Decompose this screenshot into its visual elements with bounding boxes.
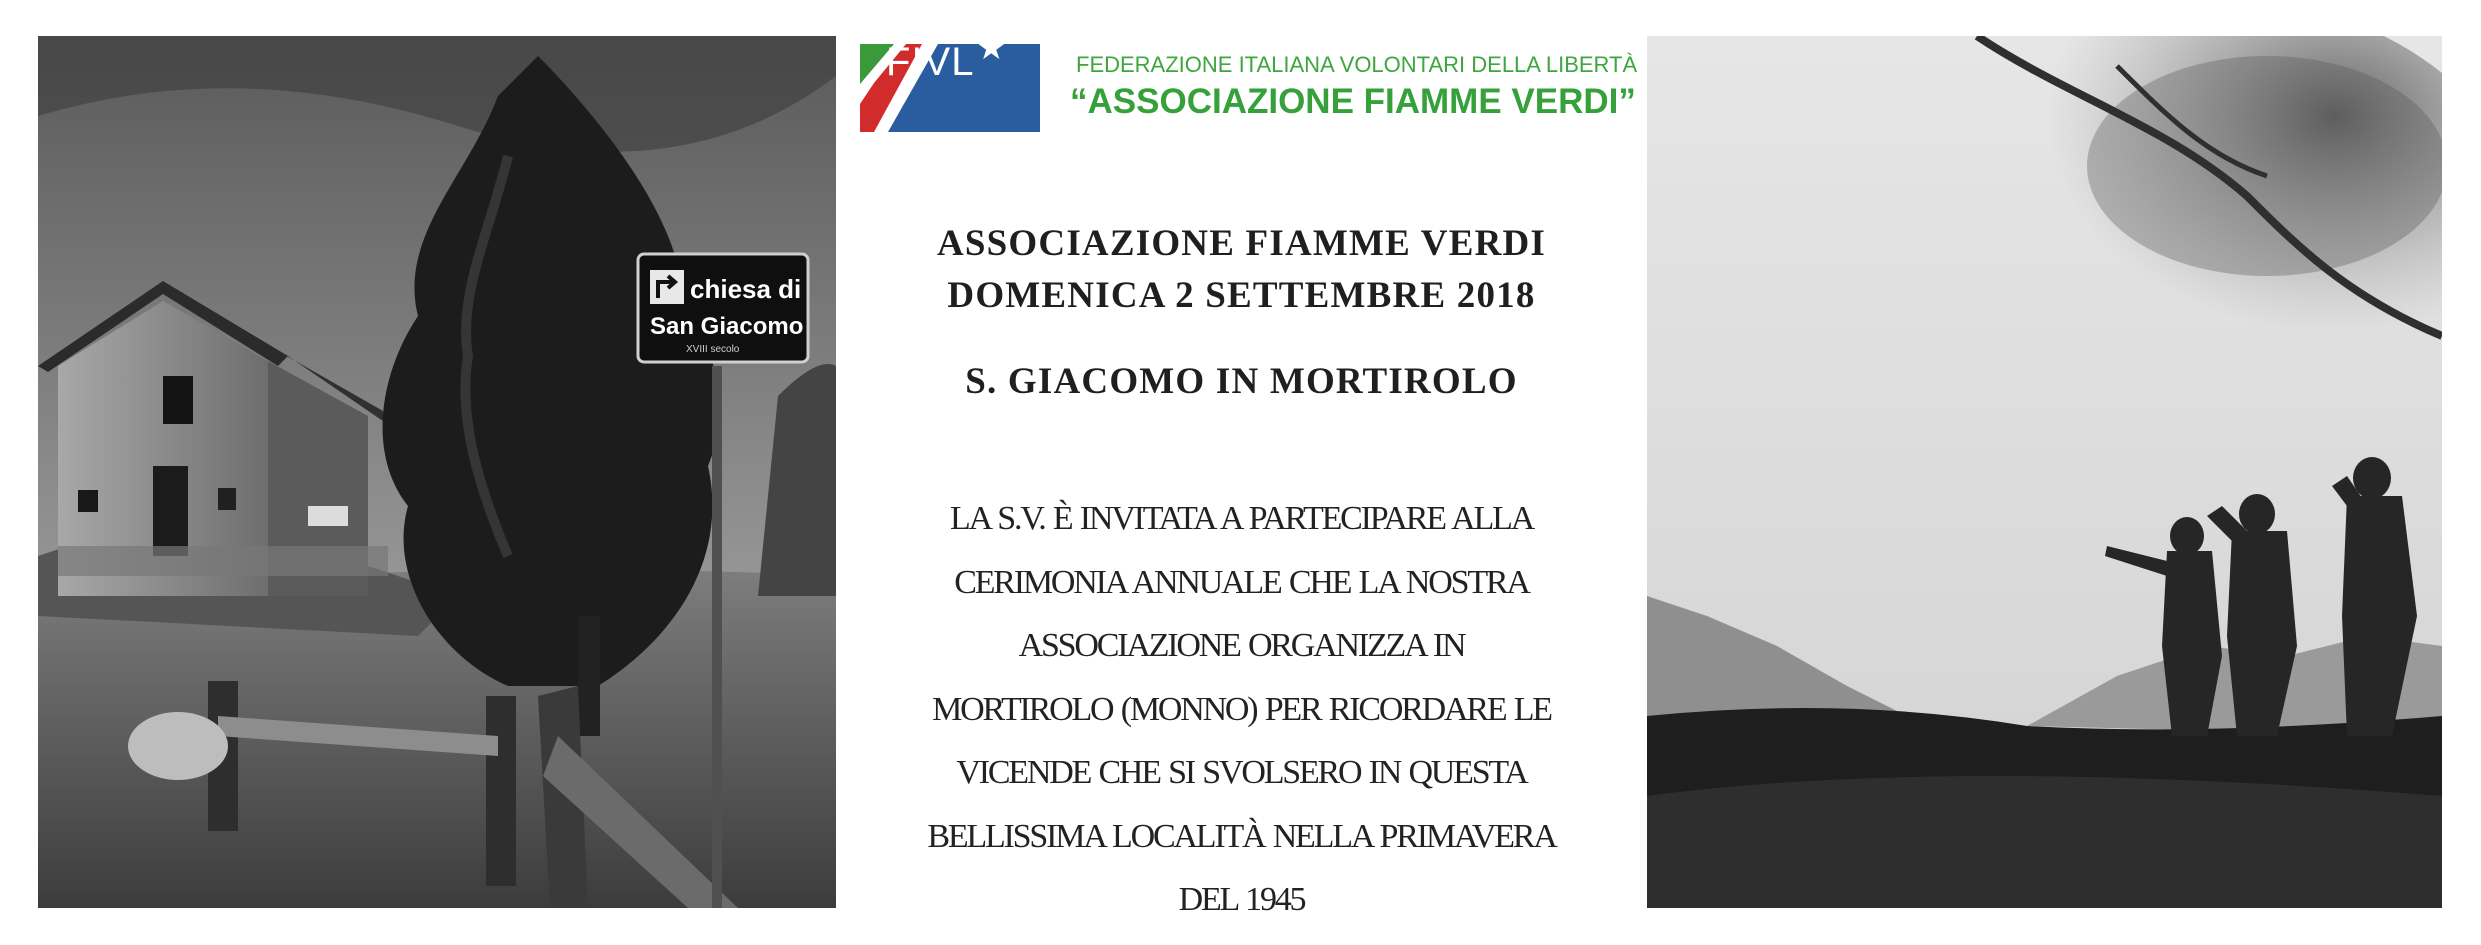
invitation-line: BELLISSIMA LOCALITÀ NELLA PRIMAVERA: [927, 817, 1556, 855]
logo-federation-name: FEDERAZIONE ITALIANA VOLONTARI DELLA LIBERTÀ: [1076, 52, 1638, 77]
sign-line3: XVIII secolo: [686, 344, 740, 355]
logo-flag-text: FIVL: [886, 40, 975, 84]
title-date: DOMENICA 2 SETTEMBRE 2018: [947, 275, 1536, 316]
church-photo: [38, 36, 836, 908]
sign-line1: chiesa di: [690, 274, 802, 304]
title-location: S. GIACOMO IN MORTIROLO: [965, 361, 1518, 402]
invitation-line: VICENDE CHE SI SVOLSERO IN QUESTA: [956, 754, 1527, 791]
invitation-text: [836, 487, 1647, 932]
title-association: ASSOCIAZIONE FIAMME VERDI: [936, 223, 1547, 264]
star-icon: ★: [976, 28, 1007, 68]
sign-line2: San Giacomo: [650, 313, 804, 340]
invitation-line: MORTIROLO (MONNO) PER RICORDARE LE: [932, 690, 1551, 728]
invitation-line: ASSOCIAZIONE ORGANIZZA IN: [1018, 627, 1465, 664]
invitation-panel: [836, 0, 1647, 945]
invitation-line: LA S.V. È INVITATA A PARTECIPARE ALLA: [949, 500, 1534, 537]
invitation-line: DEL 1945: [1178, 881, 1305, 918]
logo-association-name: “ASSOCIAZIONE FIAMME VERDI”: [1070, 82, 1636, 121]
soldiers-photo: [1647, 36, 2442, 908]
invitation-line: CERIMONIA ANNUALE CHE LA NOSTRA: [954, 563, 1529, 601]
